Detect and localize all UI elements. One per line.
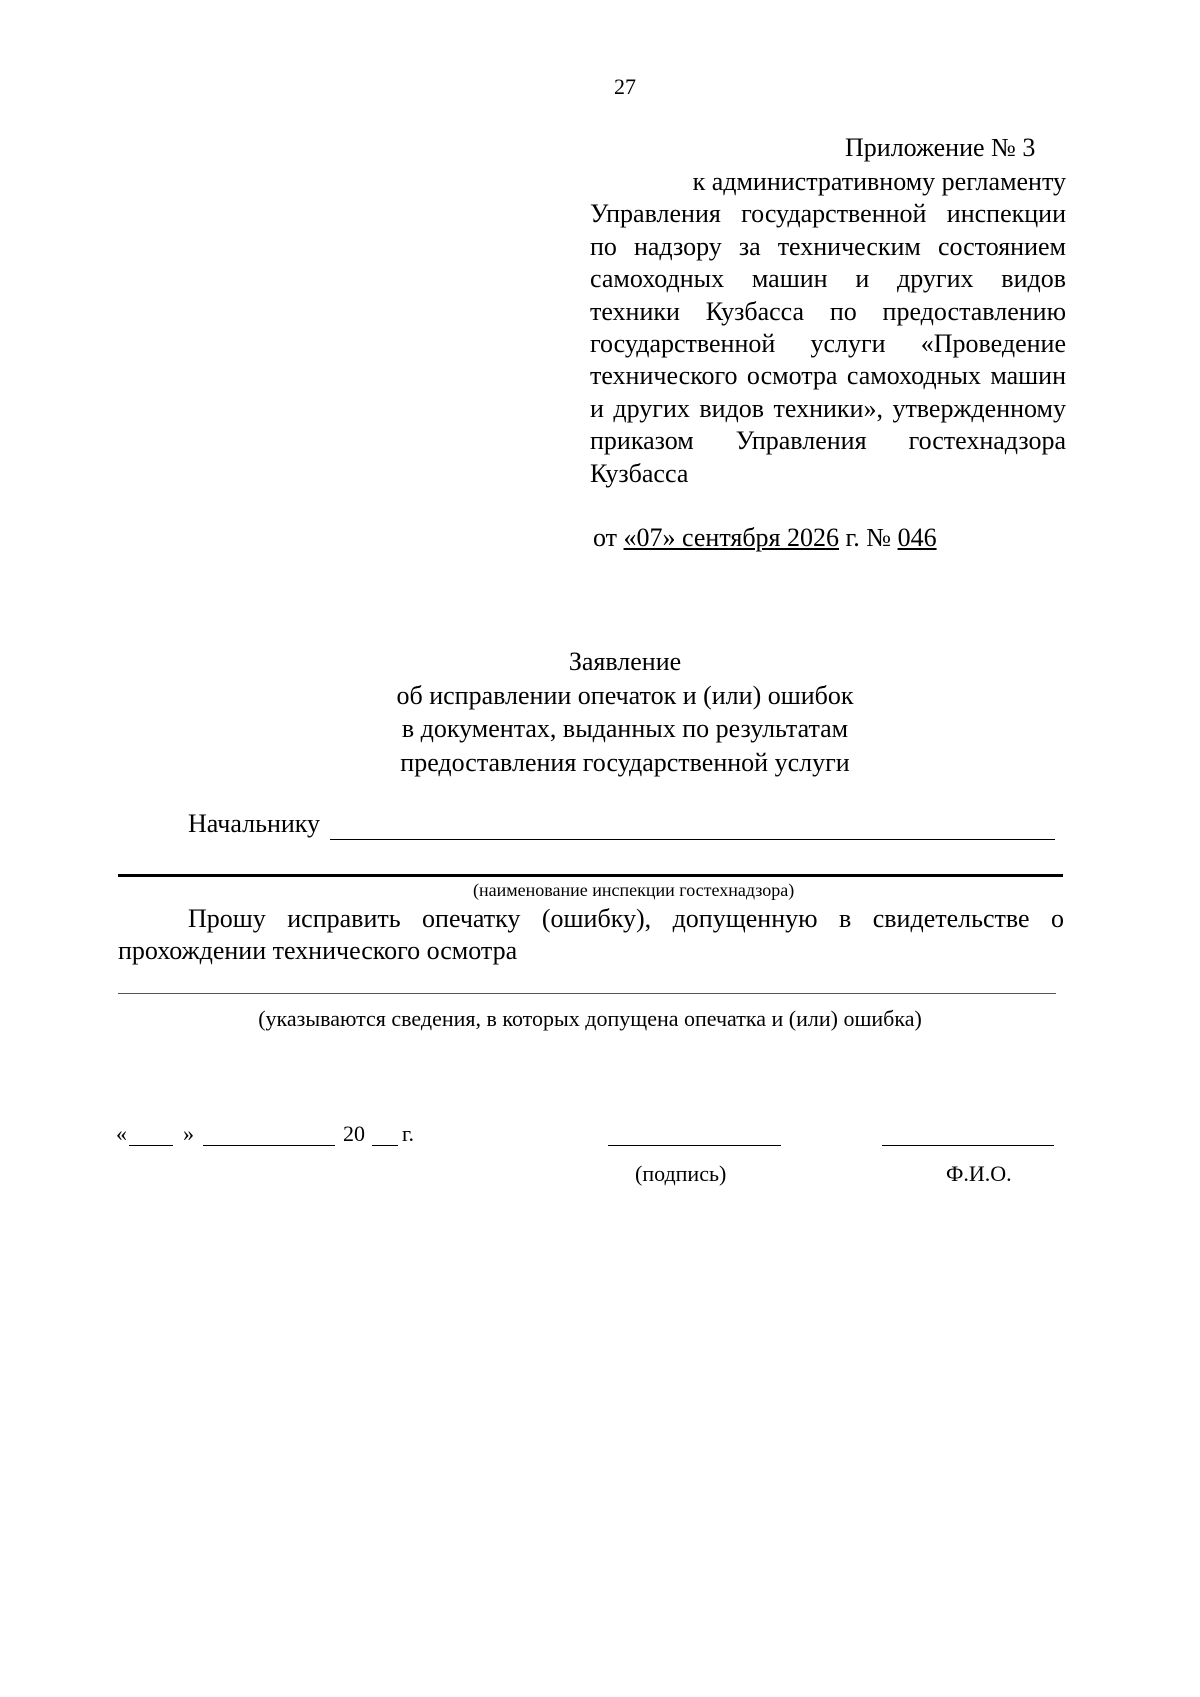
year-suffix: г. (402, 1121, 415, 1146)
appendix-reference (590, 166, 1066, 490)
page-number: 27 (614, 74, 636, 99)
date-value: «07» сентября 2026 (623, 523, 840, 552)
month-field-line[interactable] (203, 1145, 335, 1146)
appendix-line1: к административному регламенту (692, 167, 1066, 196)
title-line-2: об исправлении опечаток и (или) ошибок (396, 680, 854, 710)
addressee-field-line[interactable] (330, 839, 1055, 840)
order-number: 046 (897, 523, 937, 552)
inspection-name-line[interactable] (118, 874, 1063, 877)
date-open-quote: « (116, 1121, 127, 1146)
addressee-label: Начальнику (188, 809, 321, 838)
appendix-title: Приложение № 3 (845, 133, 1036, 162)
name-caption: Ф.И.О. (946, 1161, 1012, 1186)
year-field-line[interactable] (372, 1145, 398, 1146)
date-middle: г. № (839, 523, 898, 552)
document-title (0, 645, 1200, 779)
name-field-line[interactable] (882, 1145, 1054, 1146)
appendix-date (593, 523, 937, 553)
signature-caption: (подпись) (635, 1161, 727, 1186)
day-field-line[interactable] (129, 1145, 173, 1146)
request-text: Прошу исправить опечатку (ошибку), допущенную в свидетельстве о прохождении технического осмотра (118, 904, 1064, 965)
title-line-3: в документах, выданных по результатам (401, 714, 849, 743)
date-prefix: от (593, 523, 624, 552)
title-line-1: Заявление (568, 647, 682, 676)
title-line-4: предоставления государственной услуги (400, 747, 850, 777)
inspection-name-caption: (наименование инспекции гостехнадзора) (473, 880, 795, 900)
year-prefix: 20 (343, 1121, 365, 1146)
error-details-caption: (указываются сведения, в которых допущена опечатка и (или) ошибка) (258, 1006, 922, 1031)
error-details-line[interactable] (118, 993, 1056, 994)
signature-field-line[interactable] (608, 1145, 781, 1146)
appendix-body: Управления государственной инспекции по надзору за техническим состоянием самоходных машин и других видов техники Кузбасса по предоставлению государственной услуги «Проведение технического осмотра самоходных машин и других видов техники», утвержденному приказом Управления гостехнадзора Кузбасса (590, 199, 1066, 488)
date-close-quote: » (183, 1121, 194, 1146)
